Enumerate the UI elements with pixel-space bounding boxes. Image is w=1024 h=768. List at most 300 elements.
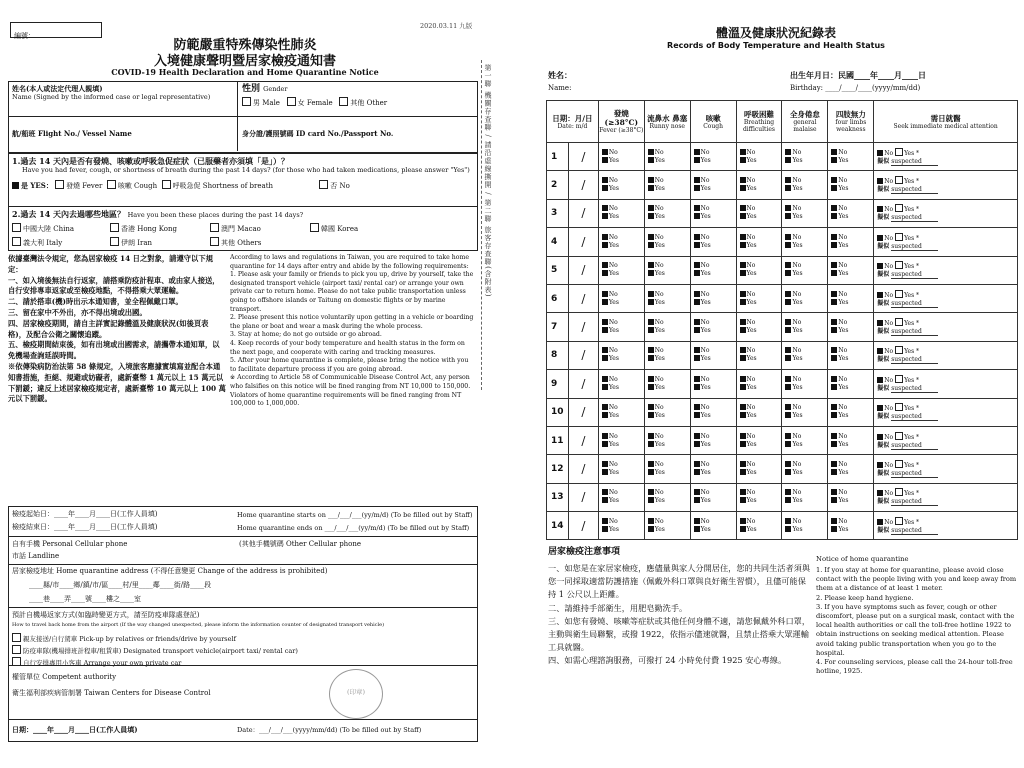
yes-checkbox[interactable]	[648, 213, 654, 219]
place-option[interactable]	[310, 223, 410, 234]
no-checkbox[interactable]	[648, 433, 654, 439]
symptom-choice[interactable]: No Yes	[828, 455, 874, 483]
no-checkbox[interactable]	[831, 291, 837, 297]
yes-checkbox[interactable]	[740, 299, 746, 305]
no-checkbox[interactable]	[785, 149, 791, 155]
q1-no-checkbox[interactable]	[319, 180, 328, 189]
no-checkbox[interactable]	[648, 149, 654, 155]
yes-checkbox[interactable]	[831, 213, 837, 219]
medical-attention-choice[interactable]: No Yes * 擬似 suspected	[874, 370, 1018, 398]
symptom-choice[interactable]: No Yes	[690, 284, 736, 312]
yes-checkbox[interactable]	[831, 526, 837, 532]
yes-checkbox[interactable]	[648, 412, 654, 418]
q1-fever-checkbox[interactable]	[55, 180, 64, 189]
no-checkbox[interactable]	[831, 376, 837, 382]
no-checkbox[interactable]	[602, 489, 608, 495]
date-input[interactable]: /	[568, 341, 598, 369]
no-checkbox[interactable]	[740, 404, 746, 410]
yes-checkbox[interactable]	[740, 157, 746, 163]
place-checkbox[interactable]	[310, 223, 319, 232]
no-checkbox[interactable]	[877, 434, 883, 440]
yes-checkbox[interactable]	[831, 299, 837, 305]
no-checkbox[interactable]	[694, 291, 700, 297]
yes-checkbox[interactable]	[694, 299, 700, 305]
no-checkbox[interactable]	[831, 177, 837, 183]
symptom-choice[interactable]: No Yes	[782, 483, 828, 511]
no-checkbox[interactable]	[785, 291, 791, 297]
yes-checkbox[interactable]	[785, 355, 791, 361]
yes-checkbox[interactable]	[648, 185, 654, 191]
yes-checkbox[interactable]	[895, 148, 903, 156]
date-input[interactable]: /	[568, 426, 598, 454]
symptom-choice[interactable]: No Yes	[828, 228, 874, 256]
other-phone-label[interactable]: (其他手機號碼 Other Cellular phone	[239, 540, 362, 548]
transport-option[interactable]	[12, 645, 298, 655]
no-checkbox[interactable]	[648, 404, 654, 410]
yes-checkbox[interactable]	[785, 441, 791, 447]
no-checkbox[interactable]	[694, 149, 700, 155]
landline-label[interactable]: 市話 Landline	[12, 552, 60, 560]
yes-checkbox[interactable]	[602, 384, 608, 390]
yes-checkbox[interactable]	[694, 497, 700, 503]
yes-checkbox[interactable]	[740, 526, 746, 532]
no-checkbox[interactable]	[740, 177, 746, 183]
yes-checkbox[interactable]	[785, 299, 791, 305]
no-checkbox[interactable]	[831, 347, 837, 353]
yes-checkbox[interactable]	[895, 204, 903, 212]
place-checkbox[interactable]	[12, 237, 21, 246]
no-checkbox[interactable]	[602, 234, 608, 240]
no-checkbox[interactable]	[785, 518, 791, 524]
no-checkbox[interactable]	[602, 404, 608, 410]
no-checkbox[interactable]	[785, 461, 791, 467]
place-option[interactable]	[110, 223, 210, 234]
yes-checkbox[interactable]	[694, 384, 700, 390]
date-input[interactable]: /	[568, 284, 598, 312]
symptom-choice[interactable]: No Yes	[690, 426, 736, 454]
yes-checkbox[interactable]	[831, 242, 837, 248]
symptom-choice[interactable]: No Yes	[782, 512, 828, 540]
id-cell[interactable]	[239, 117, 475, 151]
yes-checkbox[interactable]	[602, 270, 608, 276]
symptom-choice[interactable]: No Yes	[782, 313, 828, 341]
symptom-choice[interactable]: No Yes	[598, 341, 644, 369]
yes-checkbox[interactable]	[831, 384, 837, 390]
yes-checkbox[interactable]	[648, 299, 654, 305]
no-checkbox[interactable]	[831, 404, 837, 410]
yes-checkbox[interactable]	[895, 375, 903, 383]
symptom-choice[interactable]: No Yes	[782, 284, 828, 312]
no-checkbox[interactable]	[602, 319, 608, 325]
yes-checkbox[interactable]	[602, 299, 608, 305]
no-checkbox[interactable]	[648, 347, 654, 353]
no-checkbox[interactable]	[831, 149, 837, 155]
symptom-choice[interactable]: No Yes	[598, 256, 644, 284]
no-checkbox[interactable]	[785, 489, 791, 495]
symptom-choice[interactable]: No Yes	[828, 171, 874, 199]
place-checkbox[interactable]	[210, 237, 219, 246]
symptom-choice[interactable]: No Yes	[828, 426, 874, 454]
date-input[interactable]: /	[568, 171, 598, 199]
yes-checkbox[interactable]	[648, 469, 654, 475]
q1-yes-checkbox[interactable]	[12, 182, 19, 189]
yes-checkbox[interactable]	[602, 185, 608, 191]
no-checkbox[interactable]	[877, 377, 883, 383]
symptom-choice[interactable]: No Yes	[690, 171, 736, 199]
no-checkbox[interactable]	[740, 433, 746, 439]
yes-checkbox[interactable]	[895, 290, 903, 298]
date-input[interactable]: /	[568, 483, 598, 511]
male-checkbox[interactable]	[242, 97, 251, 106]
no-checkbox[interactable]	[785, 262, 791, 268]
yes-checkbox[interactable]	[602, 412, 608, 418]
yes-checkbox[interactable]	[831, 157, 837, 163]
flight-cell[interactable]	[9, 117, 238, 151]
symptom-choice[interactable]: No Yes	[644, 143, 690, 171]
no-checkbox[interactable]	[877, 519, 883, 525]
gender-male-option[interactable]: 男 Male	[242, 99, 280, 107]
no-checkbox[interactable]	[831, 489, 837, 495]
symptom-choice[interactable]: No Yes	[598, 455, 644, 483]
symptom-choice[interactable]: No Yes	[598, 483, 644, 511]
no-checkbox[interactable]	[831, 518, 837, 524]
no-checkbox[interactable]	[785, 433, 791, 439]
no-checkbox[interactable]	[831, 234, 837, 240]
symptom-choice[interactable]: No Yes	[736, 284, 782, 312]
no-checkbox[interactable]	[877, 150, 883, 156]
no-checkbox[interactable]	[694, 347, 700, 353]
no-checkbox[interactable]	[602, 433, 608, 439]
no-checkbox[interactable]	[831, 319, 837, 325]
symptom-choice[interactable]: No Yes	[690, 341, 736, 369]
symptom-choice[interactable]: No Yes	[644, 455, 690, 483]
symptom-choice[interactable]: No Yes	[598, 228, 644, 256]
place-option[interactable]	[12, 223, 110, 234]
yes-checkbox[interactable]	[785, 270, 791, 276]
symptom-choice[interactable]: No Yes	[736, 455, 782, 483]
yes-checkbox[interactable]	[648, 242, 654, 248]
symptom-choice[interactable]: No Yes	[828, 341, 874, 369]
medical-attention-choice[interactable]: No Yes * 擬似 suspected	[874, 341, 1018, 369]
yes-checkbox[interactable]	[694, 185, 700, 191]
no-checkbox[interactable]	[648, 262, 654, 268]
medical-attention-choice[interactable]: No Yes * 擬似 suspected	[874, 455, 1018, 483]
no-checkbox[interactable]	[602, 376, 608, 382]
no-checkbox[interactable]	[877, 178, 883, 184]
no-checkbox[interactable]	[694, 489, 700, 495]
date-input[interactable]: /	[568, 256, 598, 284]
no-checkbox[interactable]	[648, 461, 654, 467]
no-checkbox[interactable]	[785, 404, 791, 410]
symptom-choice[interactable]: No Yes	[690, 143, 736, 171]
no-checkbox[interactable]	[785, 205, 791, 211]
no-checkbox[interactable]	[648, 205, 654, 211]
no-checkbox[interactable]	[648, 518, 654, 524]
no-checkbox[interactable]	[694, 433, 700, 439]
symptom-choice[interactable]: No Yes	[736, 370, 782, 398]
yes-checkbox[interactable]	[648, 157, 654, 163]
yes-checkbox[interactable]	[895, 346, 903, 354]
symptom-choice[interactable]: No Yes	[736, 398, 782, 426]
symptom-choice[interactable]: No Yes	[644, 228, 690, 256]
yes-checkbox[interactable]	[785, 327, 791, 333]
yes-checkbox[interactable]	[602, 441, 608, 447]
no-checkbox[interactable]	[831, 461, 837, 467]
yes-checkbox[interactable]	[895, 318, 903, 326]
symptom-choice[interactable]: No Yes	[598, 143, 644, 171]
symptom-choice[interactable]: No Yes	[644, 398, 690, 426]
symptom-choice[interactable]: No Yes	[644, 483, 690, 511]
no-checkbox[interactable]	[831, 262, 837, 268]
yes-checkbox[interactable]	[831, 355, 837, 361]
yes-checkbox[interactable]	[694, 242, 700, 248]
no-checkbox[interactable]	[602, 347, 608, 353]
transport-option[interactable]	[12, 633, 298, 643]
other-checkbox[interactable]	[339, 97, 348, 106]
symptom-choice[interactable]: No Yes	[736, 143, 782, 171]
no-checkbox[interactable]	[877, 235, 883, 241]
symptom-choice[interactable]: No Yes	[828, 199, 874, 227]
yes-checkbox[interactable]	[648, 526, 654, 532]
no-checkbox[interactable]	[694, 404, 700, 410]
no-checkbox[interactable]	[648, 489, 654, 495]
yes-checkbox[interactable]	[694, 157, 700, 163]
yes-checkbox[interactable]	[602, 327, 608, 333]
yes-checkbox[interactable]	[895, 261, 903, 269]
record-name-label[interactable]: 姓名：	[548, 70, 572, 80]
no-checkbox[interactable]	[785, 347, 791, 353]
no-checkbox[interactable]	[740, 518, 746, 524]
symptom-choice[interactable]: No Yes	[598, 284, 644, 312]
medical-attention-choice[interactable]: No Yes * 擬似 suspected	[874, 398, 1018, 426]
no-checkbox[interactable]	[740, 319, 746, 325]
yes-checkbox[interactable]	[740, 384, 746, 390]
yes-checkbox[interactable]	[602, 242, 608, 248]
yes-checkbox[interactable]	[602, 526, 608, 532]
no-checkbox[interactable]	[740, 376, 746, 382]
symptom-choice[interactable]: No Yes	[736, 483, 782, 511]
yes-checkbox[interactable]	[785, 412, 791, 418]
no-checkbox[interactable]	[740, 489, 746, 495]
symptom-choice[interactable]: No Yes	[782, 199, 828, 227]
symptom-choice[interactable]: No Yes	[782, 370, 828, 398]
medical-attention-choice[interactable]: No Yes * 擬似 suspected	[874, 426, 1018, 454]
medical-attention-choice[interactable]: No Yes * 擬似 suspected	[874, 256, 1018, 284]
q1-cough-checkbox[interactable]	[107, 180, 116, 189]
yes-checkbox[interactable]	[740, 270, 746, 276]
place-option[interactable]	[110, 237, 210, 248]
no-checkbox[interactable]	[877, 263, 883, 269]
symptom-choice[interactable]: No Yes	[690, 455, 736, 483]
yes-checkbox[interactable]	[785, 526, 791, 532]
symptom-choice[interactable]: No Yes	[690, 370, 736, 398]
place-checkbox[interactable]	[210, 223, 219, 232]
yes-checkbox[interactable]	[694, 412, 700, 418]
symptom-choice[interactable]: No Yes	[598, 512, 644, 540]
no-checkbox[interactable]	[740, 234, 746, 240]
yes-checkbox[interactable]	[831, 497, 837, 503]
yes-checkbox[interactable]	[648, 270, 654, 276]
yes-checkbox[interactable]	[602, 355, 608, 361]
symptom-choice[interactable]: No Yes	[644, 313, 690, 341]
symptom-choice[interactable]: No Yes	[828, 313, 874, 341]
no-checkbox[interactable]	[694, 177, 700, 183]
symptom-choice[interactable]: No Yes	[644, 426, 690, 454]
yes-checkbox[interactable]	[785, 384, 791, 390]
no-checkbox[interactable]	[877, 405, 883, 411]
place-checkbox[interactable]	[12, 223, 21, 232]
yes-checkbox[interactable]	[694, 270, 700, 276]
no-checkbox[interactable]	[740, 461, 746, 467]
yes-checkbox[interactable]	[831, 185, 837, 191]
medical-attention-choice[interactable]: No Yes * 擬似 suspected	[874, 171, 1018, 199]
symptom-choice[interactable]: No Yes	[828, 398, 874, 426]
medical-attention-choice[interactable]: No Yes * 擬似 suspected	[874, 313, 1018, 341]
symptom-choice[interactable]: No Yes	[828, 256, 874, 284]
yes-checkbox[interactable]	[694, 526, 700, 532]
no-checkbox[interactable]	[831, 205, 837, 211]
no-checkbox[interactable]	[694, 319, 700, 325]
no-checkbox[interactable]	[648, 376, 654, 382]
symptom-choice[interactable]: No Yes	[598, 370, 644, 398]
symptom-choice[interactable]: No Yes	[828, 483, 874, 511]
symptom-choice[interactable]: No Yes	[782, 228, 828, 256]
place-option[interactable]	[12, 237, 110, 248]
symptom-choice[interactable]: No Yes	[598, 426, 644, 454]
date-input[interactable]: /	[568, 228, 598, 256]
no-checkbox[interactable]	[785, 177, 791, 183]
yes-checkbox[interactable]	[895, 233, 903, 241]
address-line-1[interactable]: ____縣/市____鄉/鎮/市/區____村/里____鄰____街/路____段	[29, 581, 212, 589]
yes-checkbox[interactable]	[602, 157, 608, 163]
yes-checkbox[interactable]	[602, 213, 608, 219]
symptom-choice[interactable]: No Yes	[782, 426, 828, 454]
transport-checkbox[interactable]	[12, 645, 21, 654]
medical-attention-choice[interactable]: No Yes * 擬似 suspected	[874, 199, 1018, 227]
symptom-choice[interactable]: No Yes	[736, 341, 782, 369]
no-checkbox[interactable]	[831, 433, 837, 439]
medical-attention-choice[interactable]: No Yes * 擬似 suspected	[874, 284, 1018, 312]
symptom-choice[interactable]: No Yes	[644, 512, 690, 540]
symptom-choice[interactable]: No Yes	[782, 341, 828, 369]
no-checkbox[interactable]	[785, 376, 791, 382]
yes-checkbox[interactable]	[694, 327, 700, 333]
name-cell[interactable]	[9, 82, 238, 116]
date-input[interactable]: /	[568, 313, 598, 341]
no-checkbox[interactable]	[648, 291, 654, 297]
symptom-choice[interactable]: No Yes	[782, 256, 828, 284]
yes-checkbox[interactable]	[694, 355, 700, 361]
symptom-choice[interactable]: No Yes	[782, 143, 828, 171]
yes-checkbox[interactable]	[740, 327, 746, 333]
symptom-choice[interactable]: No Yes	[736, 256, 782, 284]
no-checkbox[interactable]	[877, 348, 883, 354]
no-checkbox[interactable]	[694, 518, 700, 524]
no-checkbox[interactable]	[694, 376, 700, 382]
yes-checkbox[interactable]	[740, 469, 746, 475]
medical-attention-choice[interactable]: No Yes * 擬似 suspected	[874, 512, 1018, 540]
symptom-choice[interactable]: No Yes	[644, 284, 690, 312]
gender-female-option[interactable]: 女 Female	[287, 99, 333, 107]
symptom-choice[interactable]: No Yes	[690, 313, 736, 341]
no-checkbox[interactable]	[602, 262, 608, 268]
no-checkbox[interactable]	[602, 461, 608, 467]
yes-checkbox[interactable]	[785, 213, 791, 219]
yes-checkbox[interactable]	[895, 488, 903, 496]
date-input[interactable]: /	[568, 370, 598, 398]
symptom-choice[interactable]: No Yes	[690, 483, 736, 511]
place-checkbox[interactable]	[110, 223, 119, 232]
yes-checkbox[interactable]	[785, 242, 791, 248]
place-option[interactable]	[210, 223, 310, 234]
symptom-choice[interactable]: No Yes	[598, 398, 644, 426]
no-checkbox[interactable]	[648, 319, 654, 325]
date-input[interactable]: /	[568, 143, 598, 171]
q1-breath-checkbox[interactable]	[162, 180, 171, 189]
no-checkbox[interactable]	[602, 291, 608, 297]
symptom-choice[interactable]: No Yes	[598, 199, 644, 227]
symptom-choice[interactable]: No Yes	[736, 426, 782, 454]
female-checkbox[interactable]	[287, 97, 296, 106]
symptom-choice[interactable]: No Yes	[690, 512, 736, 540]
symptom-choice[interactable]: No Yes	[690, 398, 736, 426]
no-checkbox[interactable]	[877, 320, 883, 326]
symptom-choice[interactable]: No Yes	[598, 171, 644, 199]
no-checkbox[interactable]	[785, 234, 791, 240]
yes-checkbox[interactable]	[740, 441, 746, 447]
yes-checkbox[interactable]	[831, 469, 837, 475]
yes-checkbox[interactable]	[694, 441, 700, 447]
date-input[interactable]: /	[568, 398, 598, 426]
symptom-choice[interactable]: No Yes	[690, 228, 736, 256]
place-option[interactable]	[210, 237, 310, 248]
yes-checkbox[interactable]	[895, 176, 903, 184]
symptom-choice[interactable]: No Yes	[736, 171, 782, 199]
no-checkbox[interactable]	[785, 319, 791, 325]
transport-checkbox[interactable]	[12, 633, 21, 642]
no-checkbox[interactable]	[877, 292, 883, 298]
yes-checkbox[interactable]	[831, 270, 837, 276]
yes-checkbox[interactable]	[740, 242, 746, 248]
symptom-choice[interactable]: No Yes	[736, 512, 782, 540]
no-checkbox[interactable]	[740, 205, 746, 211]
no-checkbox[interactable]	[877, 462, 883, 468]
yes-checkbox[interactable]	[648, 355, 654, 361]
symptom-choice[interactable]: No Yes	[644, 256, 690, 284]
symptom-choice[interactable]: No Yes	[736, 228, 782, 256]
symptom-choice[interactable]: No Yes	[644, 199, 690, 227]
yes-checkbox[interactable]	[740, 497, 746, 503]
gender-other-option[interactable]: 其他 Other	[339, 99, 387, 107]
date-input[interactable]: /	[568, 199, 598, 227]
yes-checkbox[interactable]	[785, 157, 791, 163]
medical-attention-choice[interactable]: No Yes * 擬似 suspected	[874, 483, 1018, 511]
date-input[interactable]: /	[568, 455, 598, 483]
no-checkbox[interactable]	[740, 262, 746, 268]
symptom-choice[interactable]: No Yes	[736, 199, 782, 227]
yes-checkbox[interactable]	[831, 441, 837, 447]
no-checkbox[interactable]	[648, 177, 654, 183]
birth-label[interactable]: 出生年月日：民國____年____月____日	[790, 70, 926, 80]
no-checkbox[interactable]	[740, 291, 746, 297]
no-checkbox[interactable]	[694, 262, 700, 268]
yes-checkbox[interactable]	[740, 355, 746, 361]
yes-checkbox[interactable]	[694, 213, 700, 219]
yes-checkbox[interactable]	[694, 469, 700, 475]
yes-checkbox[interactable]	[648, 497, 654, 503]
symptom-choice[interactable]: No Yes	[782, 398, 828, 426]
symptom-choice[interactable]: No Yes	[644, 370, 690, 398]
